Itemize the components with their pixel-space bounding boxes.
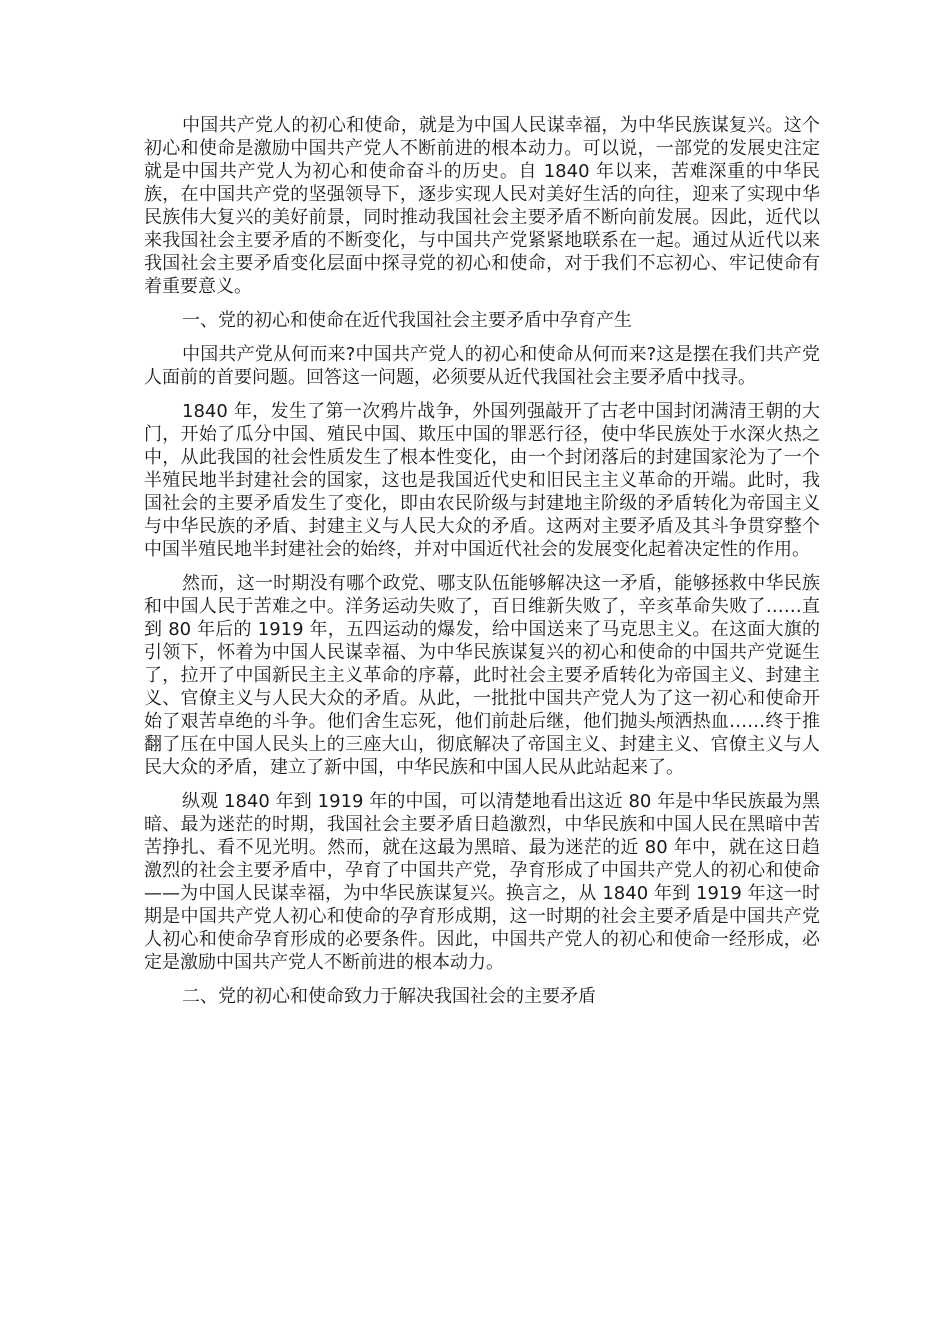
body-paragraph: 然而，这一时期没有哪个政党、哪支队伍能够解决这一矛盾，能够拯救中华民族和中国人民于苦难之中。洋务运动失败了，百日维新失败了，辛亥革命失败了……直到 80 年后的 1919 年，五四运动的爆发，给中国送来了马克思主义。在这面大旗的引领下，怀着为中国人民谋幸福、为中华民族谋复兴的初心和使命的中国共产党诞生了，拉开了中国新民主主义革命的序幕，此时社会主要矛盾转化为帝国主义、封建主义、官僚主义与人民大众的矛盾。从此，一批批中国共产党人为了这一初心和使命开始了艰苦卓绝的斗争。他们舍生忘死，他们前赴后继，他们抛头颅洒热血……终于推翻了压在中国人民头上的三座大山，彻底解决了帝国主义、封建主义、官僚主义与人民大众的矛盾，建立了新中国，中华民族和中国人民从此站起来了。 bbox=[144, 573, 820, 778]
body-paragraph: 纵观 1840 年到 1919 年的中国，可以清楚地看出这近 80 年是中华民族最为黑暗、最为迷茫的时期，我国社会主要矛盾日趋激烈，中华民族和中国人民在黑暗中苦苦挣扎、看不见光明。然而，就在这最为黑暗、最为迷茫的近 80 年中，就在这日趋激烈的社会主要矛盾中，孕育了中国共产党，孕育形成了中国共产党人的初心和使命——为中国人民谋幸福，为中华民族谋复兴。换言之，从 1840 年到 1919 年这一时期是中国共产党人初心和使命的孕育形成期，这一时期的社会主要矛盾是中国共产党人初心和使命孕育形成的必要条件。因此，中国共产党人的初心和使命一经形成，必定是激励中国共产党人不断前进的根本动力。 bbox=[144, 791, 820, 973]
document-body bbox=[144, 114, 820, 1019]
section-heading-two: 二、党的初心和使命致力于解决我国社会的主要矛盾 bbox=[182, 986, 596, 1007]
intro-paragraph: 中国共产党人的初心和使命，就是为中国人民谋幸福，为中华民族谋复兴。这个初心和使命是激励中国共产党人不断前进的根本动力。可以说，一部党的发展史注定就是中国共产党人为初心和使命奋斗的历史。自 1840 年以来，苦难深重的中华民族，在中国共产党的坚强领导下，逐步实现人民对美好生活的向往，迎来了实现中华民族伟大复兴的美好前景，同时推动我国社会主要矛盾不断向前发展。因此，近代以来我国社会主要矛盾的不断变化，与中国共产党紧紧地联系在一起。通过从近代以来我国社会主要矛盾变化层面中探寻党的初心和使命，对于我们不忘初心、牢记使命有着重要意义。 bbox=[144, 115, 820, 297]
section-heading-one: 一、党的初心和使命在近代我国社会主要矛盾中孕育产生 bbox=[182, 310, 632, 331]
body-paragraph: 1840 年，发生了第一次鸦片战争，外国列强敲开了古老中国封闭满清王朝的大门，开始了瓜分中国、殖民中国、欺压中国的罪恶行径，使中华民族处于水深火热之中，从此我国的社会性质发生了根本性变化，由一个封闭落后的封建国家沦为了一个半殖民地半封建社会的国家，这也是我国近代史和旧民主主义革命的开端。此时，我国社会的主要矛盾发生了变化，即由农民阶级与封建地主阶级的矛盾转化为帝国主义与中华民族的矛盾、封建主义与人民大众的矛盾。这两对主要矛盾及其斗争贯穿整个中国半殖民地半封建社会的始终，并对中国近代社会的发展变化起着决定性的作用。 bbox=[144, 401, 820, 560]
body-paragraph: 中国共产党从何而来?中国共产党人的初心和使命从何而来?这是摆在我们共产党人面前的首要问题。回答这一问题，必须要从近代我国社会主要矛盾中找寻。 bbox=[144, 344, 820, 388]
